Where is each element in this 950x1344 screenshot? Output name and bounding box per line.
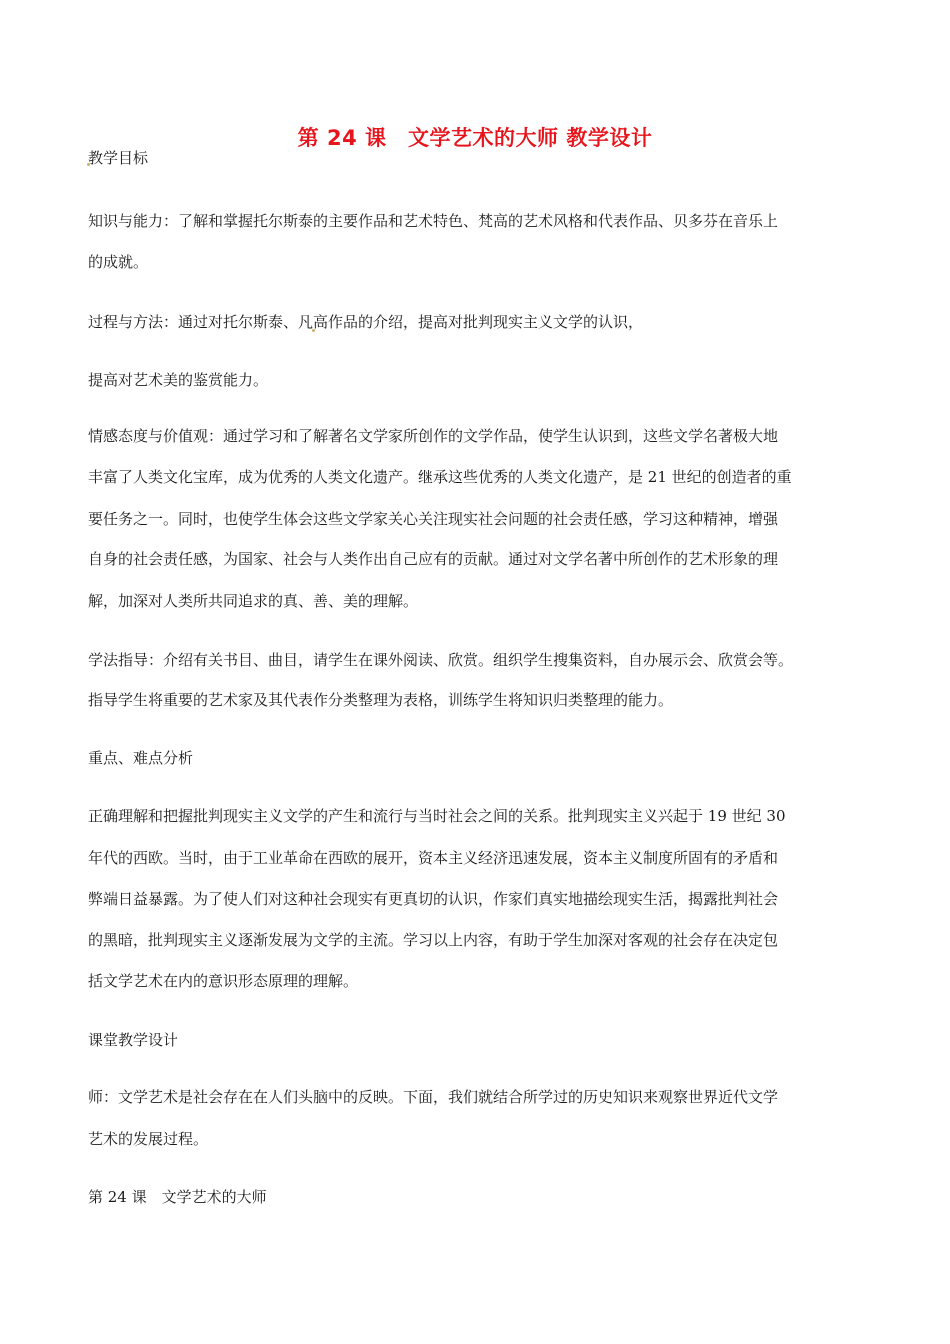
paragraph-line: 年代的西欧。当时，由于工业革命在西欧的展开，资本主义经济迅速发展，资本主义制度所固有的矛盾和 <box>88 849 779 867</box>
paragraph-line: 师：文学艺术是社会存在在人们头脑中的反映。下面，我们就结合所学过的历史知识来观察世界近代文学 <box>88 1088 779 1106</box>
heading-objectives: 教学目标 <box>88 149 149 167</box>
paragraph-line: 括文学艺术在内的意识形态原理的理解。 <box>88 972 359 990</box>
paragraph-line: 学法指导：介绍有关书目、曲目，请学生在课外阅读、欣赏。组织学生搜集资料，自办展示会、欣赏会等。 <box>88 651 794 669</box>
paragraph-line: 解，加深对人类所共同追求的真、善、美的理解。 <box>88 592 419 610</box>
paragraph-line: 情感态度与价值观：通过学习和了解著名文学家所创作的文学作品，使学生认识到，这些文学名著极大地 <box>88 427 779 445</box>
heading-class-design: 课堂教学设计 <box>88 1031 179 1049</box>
paragraph-line: 正确理解和把握批判现实主义文学的产生和流行与当时社会之间的关系。批判现实主义兴起于 19 世纪 30 <box>88 807 786 825</box>
document-title: 第 24 课 文学艺术的大师 教学设计 <box>297 126 653 150</box>
paragraph-line: 提高对艺术美的鉴赏能力。 <box>88 371 269 389</box>
paragraph-line: 的黑暗，批判现实主义逐渐发展为文学的主流。学习以上内容，有助于学生加深对客观的社会存在决定包 <box>88 931 779 949</box>
lesson-heading: 第 24 课 文学艺术的大师 <box>88 1188 267 1206</box>
paragraph-line: 要任务之一。同时，也使学生体会这些文学家关心关注现实社会问题的社会责任感，学习这种精神，增强 <box>88 510 779 528</box>
paragraph-line: 过程与方法：通过对托尔斯泰、凡高作品的介绍，提高对批判现实主义文学的认识， <box>88 313 644 331</box>
heading-key-points: 重点、难点分析 <box>88 749 194 767</box>
paragraph-line: 弊端日益暴露。为了使人们对这种社会现实有更真切的认识，作家们真实地描绘现实生活，揭露批判社会 <box>88 890 779 908</box>
paragraph-line: 指导学生将重要的艺术家及其代表作分类整理为表格，训练学生将知识归类整理的能力。 <box>88 691 674 709</box>
paragraph-line: 丰富了人类文化宝库，成为优秀的人类文化遗产。继承这些优秀的人类文化遗产，是 21 世纪的创造者的重 <box>88 468 792 486</box>
paragraph-line: 的成就。 <box>88 253 149 271</box>
paragraph-line: 知识与能力：了解和掌握托尔斯泰的主要作品和艺术特色、梵高的艺术风格和代表作品、贝多芬在音乐上 <box>88 212 779 230</box>
paragraph-line: 自身的社会责任感，为国家、社会与人类作出自己应有的贡献。通过对文学名著中所创作的艺术形象的理 <box>88 550 779 568</box>
paragraph-line: 艺术的发展过程。 <box>88 1130 209 1148</box>
